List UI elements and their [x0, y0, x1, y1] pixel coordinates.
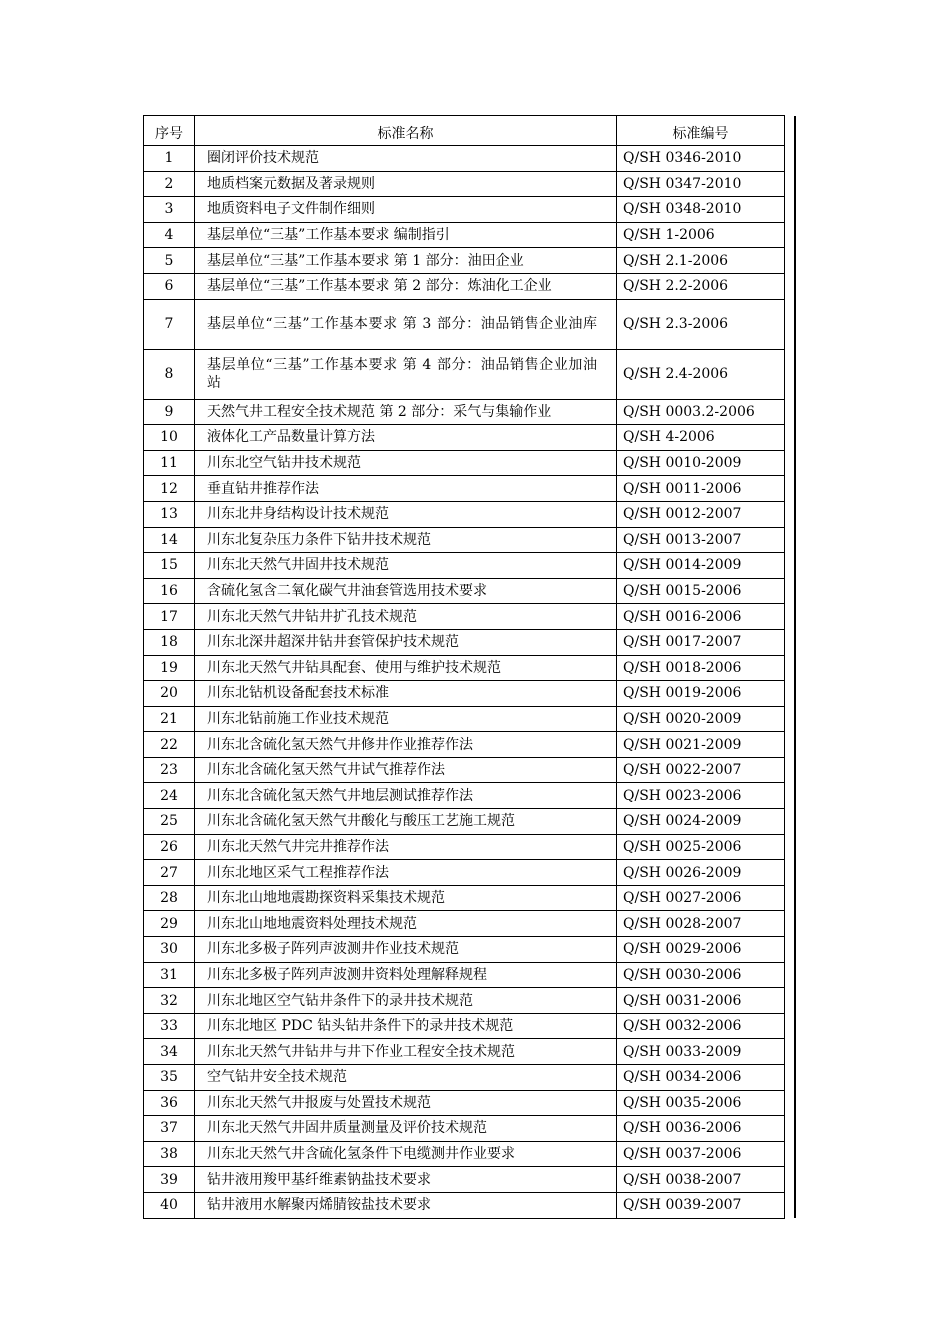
right-margin-column [785, 655, 796, 681]
table-row [144, 757, 796, 783]
standard-code-cell: Q/SH 2.2-2006 [617, 273, 785, 299]
right-margin-column [785, 399, 796, 425]
serial-number-cell: 6 [144, 273, 195, 299]
right-margin-column [785, 1013, 796, 1039]
standard-code-cell: Q/SH 0346-2010 [617, 146, 785, 172]
standard-code-cell: Q/SH 0037-2006 [617, 1141, 785, 1167]
table-row [144, 655, 796, 681]
standard-name-cell: 川东北含硫化氢天然气井修井作业推荐作法 [195, 732, 617, 758]
standard-name-cell: 地质档案元数据及著录规则 [195, 171, 617, 197]
standard-name-cell: 川东北含硫化氢天然气井试气推荐作法 [195, 757, 617, 783]
standard-name-cell: 川东北含硫化氢天然气井地层测试推荐作法 [195, 783, 617, 809]
standard-code-cell: Q/SH 2.1-2006 [617, 248, 785, 274]
standard-name-cell: 川东北天然气井报废与处置技术规范 [195, 1090, 617, 1116]
table-row [144, 197, 796, 223]
table-row [144, 1192, 796, 1218]
standard-code-cell: Q/SH 0021-2009 [617, 732, 785, 758]
right-margin-column [785, 222, 796, 248]
table-row [144, 425, 796, 451]
standards-document [143, 115, 796, 1219]
right-margin-column [785, 476, 796, 502]
standard-name-cell: 液体化工产品数量计算方法 [195, 425, 617, 451]
standard-code-cell: Q/SH 0011-2006 [617, 476, 785, 502]
standard-code-cell: Q/SH 0019-2006 [617, 681, 785, 707]
table-row [144, 501, 796, 527]
serial-number-cell: 33 [144, 1013, 195, 1039]
standard-code-cell: Q/SH 0034-2006 [617, 1065, 785, 1091]
serial-number-cell: 39 [144, 1167, 195, 1193]
right-margin-column [785, 1192, 796, 1218]
standard-name-cell: 垂直钻井推荐作法 [195, 476, 617, 502]
serial-number-cell: 27 [144, 860, 195, 886]
serial-number-cell: 14 [144, 527, 195, 553]
table-row [144, 629, 796, 655]
right-margin-column [785, 1065, 796, 1091]
serial-number-cell: 25 [144, 809, 195, 835]
standard-name-cell: 圈闭评价技术规范 [195, 146, 617, 172]
table-row [144, 732, 796, 758]
standard-name-cell: 川东北多极子阵列声波测井资料处理解释规程 [195, 962, 617, 988]
right-margin-column [785, 1090, 796, 1116]
table-row [144, 937, 796, 963]
standard-code-cell: Q/SH 0015-2006 [617, 578, 785, 604]
right-margin-column [785, 783, 796, 809]
standard-code-cell: Q/SH 0028-2007 [617, 911, 785, 937]
serial-number-cell: 37 [144, 1116, 195, 1142]
standard-name-cell: 川东北深井超深井钻井套管保护技术规范 [195, 629, 617, 655]
right-margin-column [785, 146, 796, 172]
table-row [144, 604, 796, 630]
table-row [144, 783, 796, 809]
right-margin-column [785, 425, 796, 451]
serial-number-cell: 34 [144, 1039, 195, 1065]
header-serial-number: 序号 [144, 116, 195, 146]
serial-number-cell: 2 [144, 171, 195, 197]
serial-number-cell: 12 [144, 476, 195, 502]
table-row [144, 1090, 796, 1116]
serial-number-cell: 23 [144, 757, 195, 783]
standard-code-cell: Q/SH 0031-2006 [617, 988, 785, 1014]
table-row [144, 578, 796, 604]
standard-code-cell: Q/SH 0036-2006 [617, 1116, 785, 1142]
serial-number-cell: 13 [144, 501, 195, 527]
standard-code-cell: Q/SH 0022-2007 [617, 757, 785, 783]
standard-name-cell: 川东北天然气井完井推荐作法 [195, 834, 617, 860]
standard-name-cell: 川东北山地地震勘探资料采集技术规范 [195, 885, 617, 911]
standard-code-cell: Q/SH 0020-2009 [617, 706, 785, 732]
standard-code-cell: Q/SH 0024-2009 [617, 809, 785, 835]
table-row [144, 988, 796, 1014]
right-margin-column [785, 681, 796, 707]
standard-name-cell: 基层单位“三基”工作基本要求 第 3 部分：油品销售企业油库 [195, 299, 617, 349]
standard-name-cell: 川东北天然气井钻具配套、使用与维护技术规范 [195, 655, 617, 681]
standard-name-cell: 川东北地区采气工程推荐作法 [195, 860, 617, 886]
table-row [144, 681, 796, 707]
standard-name-cell: 川东北复杂压力条件下钻井技术规范 [195, 527, 617, 553]
table-row [144, 222, 796, 248]
right-margin-column [785, 527, 796, 553]
table-row [144, 1013, 796, 1039]
right-margin-column [785, 197, 796, 223]
table-row [144, 911, 796, 937]
standard-name-cell: 基层单位“三基”工作基本要求 第 4 部分：油品销售企业加油站 [195, 349, 617, 399]
table-row [144, 146, 796, 172]
serial-number-cell: 10 [144, 425, 195, 451]
standard-code-cell: Q/SH 0027-2006 [617, 885, 785, 911]
right-margin-column [785, 349, 796, 399]
standard-code-cell: Q/SH 0035-2006 [617, 1090, 785, 1116]
table-row [144, 809, 796, 835]
right-margin-column [785, 116, 796, 146]
table-row [144, 860, 796, 886]
table-row [144, 171, 796, 197]
standard-name-cell: 川东北地区空气钻井条件下的录井技术规范 [195, 988, 617, 1014]
serial-number-cell: 5 [144, 248, 195, 274]
standard-code-cell: Q/SH 0012-2007 [617, 501, 785, 527]
right-margin-column [785, 809, 796, 835]
standard-code-cell: Q/SH 0014-2009 [617, 553, 785, 579]
serial-number-cell: 3 [144, 197, 195, 223]
standard-name-cell: 地质资料电子文件制作细则 [195, 197, 617, 223]
table-row [144, 962, 796, 988]
standard-name-cell: 钻井液用水解聚丙烯腈铵盐技术要求 [195, 1192, 617, 1218]
standard-name-cell: 基层单位“三基”工作基本要求 第 2 部分：炼油化工企业 [195, 273, 617, 299]
standard-name-cell: 川东北天然气井钻井扩孔技术规范 [195, 604, 617, 630]
right-margin-column [785, 732, 796, 758]
serial-number-cell: 32 [144, 988, 195, 1014]
right-margin-column [785, 1167, 796, 1193]
standard-name-cell: 川东北钻机设备配套技术标准 [195, 681, 617, 707]
right-margin-column [785, 501, 796, 527]
standard-name-cell: 川东北天然气井固井技术规范 [195, 553, 617, 579]
serial-number-cell: 8 [144, 349, 195, 399]
standards-table [143, 115, 796, 1219]
table-row [144, 834, 796, 860]
table-row [144, 349, 796, 399]
standard-code-cell: Q/SH 0033-2009 [617, 1039, 785, 1065]
serial-number-cell: 20 [144, 681, 195, 707]
serial-number-cell: 26 [144, 834, 195, 860]
right-margin-column [785, 937, 796, 963]
standard-name-cell: 川东北天然气井钻井与井下作业工程安全技术规范 [195, 1039, 617, 1065]
standard-code-cell: Q/SH 0030-2006 [617, 962, 785, 988]
right-margin-column [785, 553, 796, 579]
standard-code-cell: Q/SH 2.4-2006 [617, 349, 785, 399]
table-row [144, 299, 796, 349]
serial-number-cell: 4 [144, 222, 195, 248]
standard-code-cell: Q/SH 0032-2006 [617, 1013, 785, 1039]
right-margin-column [785, 988, 796, 1014]
table-body [144, 146, 796, 1219]
right-margin-column [785, 299, 796, 349]
right-margin-column [785, 911, 796, 937]
right-margin-column [785, 860, 796, 886]
right-margin-column [785, 248, 796, 274]
table-row [144, 553, 796, 579]
table-row [144, 1116, 796, 1142]
standard-name-cell: 川东北山地地震资料处理技术规范 [195, 911, 617, 937]
serial-number-cell: 11 [144, 450, 195, 476]
standard-code-cell: Q/SH 0023-2006 [617, 783, 785, 809]
right-margin-column [785, 578, 796, 604]
right-margin-column [785, 450, 796, 476]
serial-number-cell: 31 [144, 962, 195, 988]
serial-number-cell: 35 [144, 1065, 195, 1091]
standard-name-cell: 川东北含硫化氢天然气井酸化与酸压工艺施工规范 [195, 809, 617, 835]
header-standard-name: 标准名称 [195, 116, 617, 146]
table-header-row [144, 116, 796, 146]
table-row [144, 706, 796, 732]
right-margin-column [785, 1116, 796, 1142]
standard-code-cell: Q/SH 0010-2009 [617, 450, 785, 476]
right-margin-column [785, 171, 796, 197]
table-row [144, 1141, 796, 1167]
standard-name-cell: 川东北空气钻井技术规范 [195, 450, 617, 476]
serial-number-cell: 15 [144, 553, 195, 579]
table-row [144, 450, 796, 476]
standard-code-cell: Q/SH 4-2006 [617, 425, 785, 451]
table-row [144, 248, 796, 274]
serial-number-cell: 21 [144, 706, 195, 732]
right-margin-column [785, 885, 796, 911]
serial-number-cell: 17 [144, 604, 195, 630]
standard-code-cell: Q/SH 0016-2006 [617, 604, 785, 630]
right-margin-column [785, 706, 796, 732]
standard-code-cell: Q/SH 0018-2006 [617, 655, 785, 681]
right-margin-column [785, 629, 796, 655]
standard-code-cell: Q/SH 0017-2007 [617, 629, 785, 655]
standard-name-cell: 川东北多极子阵列声波测井作业技术规范 [195, 937, 617, 963]
standard-name-cell: 含硫化氢含二氧化碳气井油套管选用技术要求 [195, 578, 617, 604]
table-row [144, 1039, 796, 1065]
standard-code-cell: Q/SH 0003.2-2006 [617, 399, 785, 425]
standard-name-cell: 川东北钻前施工作业技术规范 [195, 706, 617, 732]
standard-code-cell: Q/SH 0013-2007 [617, 527, 785, 553]
standard-name-cell: 基层单位“三基”工作基本要求 第 1 部分：油田企业 [195, 248, 617, 274]
standard-code-cell: Q/SH 2.3-2006 [617, 299, 785, 349]
standard-name-cell: 川东北地区 PDC 钻头钻井条件下的录井技术规范 [195, 1013, 617, 1039]
table-row [144, 399, 796, 425]
standard-name-cell: 川东北井身结构设计技术规范 [195, 501, 617, 527]
serial-number-cell: 29 [144, 911, 195, 937]
table-row [144, 476, 796, 502]
standard-name-cell: 川东北天然气井含硫化氢条件下电缆测井作业要求 [195, 1141, 617, 1167]
serial-number-cell: 40 [144, 1192, 195, 1218]
serial-number-cell: 19 [144, 655, 195, 681]
right-margin-column [785, 273, 796, 299]
standard-code-cell: Q/SH 0026-2009 [617, 860, 785, 886]
right-margin-column [785, 757, 796, 783]
serial-number-cell: 30 [144, 937, 195, 963]
serial-number-cell: 22 [144, 732, 195, 758]
header-standard-code: 标准编号 [617, 116, 785, 146]
standard-name-cell: 空气钻井安全技术规范 [195, 1065, 617, 1091]
serial-number-cell: 24 [144, 783, 195, 809]
serial-number-cell: 9 [144, 399, 195, 425]
standard-name-cell: 钻井液用羧甲基纤维素钠盐技术要求 [195, 1167, 617, 1193]
right-margin-column [785, 834, 796, 860]
standard-code-cell: Q/SH 1-2006 [617, 222, 785, 248]
standard-name-cell: 川东北天然气井固井质量测量及评价技术规范 [195, 1116, 617, 1142]
standard-code-cell: Q/SH 0039-2007 [617, 1192, 785, 1218]
serial-number-cell: 16 [144, 578, 195, 604]
serial-number-cell: 28 [144, 885, 195, 911]
standard-name-cell: 基层单位“三基”工作基本要求 编制指引 [195, 222, 617, 248]
right-margin-column [785, 962, 796, 988]
serial-number-cell: 18 [144, 629, 195, 655]
right-margin-column [785, 1039, 796, 1065]
serial-number-cell: 38 [144, 1141, 195, 1167]
serial-number-cell: 7 [144, 299, 195, 349]
table-row [144, 1167, 796, 1193]
right-margin-column [785, 604, 796, 630]
standard-code-cell: Q/SH 0029-2006 [617, 937, 785, 963]
table-row [144, 885, 796, 911]
standard-name-cell: 天然气井工程安全技术规范 第 2 部分：采气与集输作业 [195, 399, 617, 425]
table-row [144, 1065, 796, 1091]
table-row [144, 273, 796, 299]
standard-code-cell: Q/SH 0038-2007 [617, 1167, 785, 1193]
standard-code-cell: Q/SH 0025-2006 [617, 834, 785, 860]
right-margin-column [785, 1141, 796, 1167]
standard-code-cell: Q/SH 0348-2010 [617, 197, 785, 223]
serial-number-cell: 36 [144, 1090, 195, 1116]
standard-code-cell: Q/SH 0347-2010 [617, 171, 785, 197]
table-row [144, 527, 796, 553]
serial-number-cell: 1 [144, 146, 195, 172]
